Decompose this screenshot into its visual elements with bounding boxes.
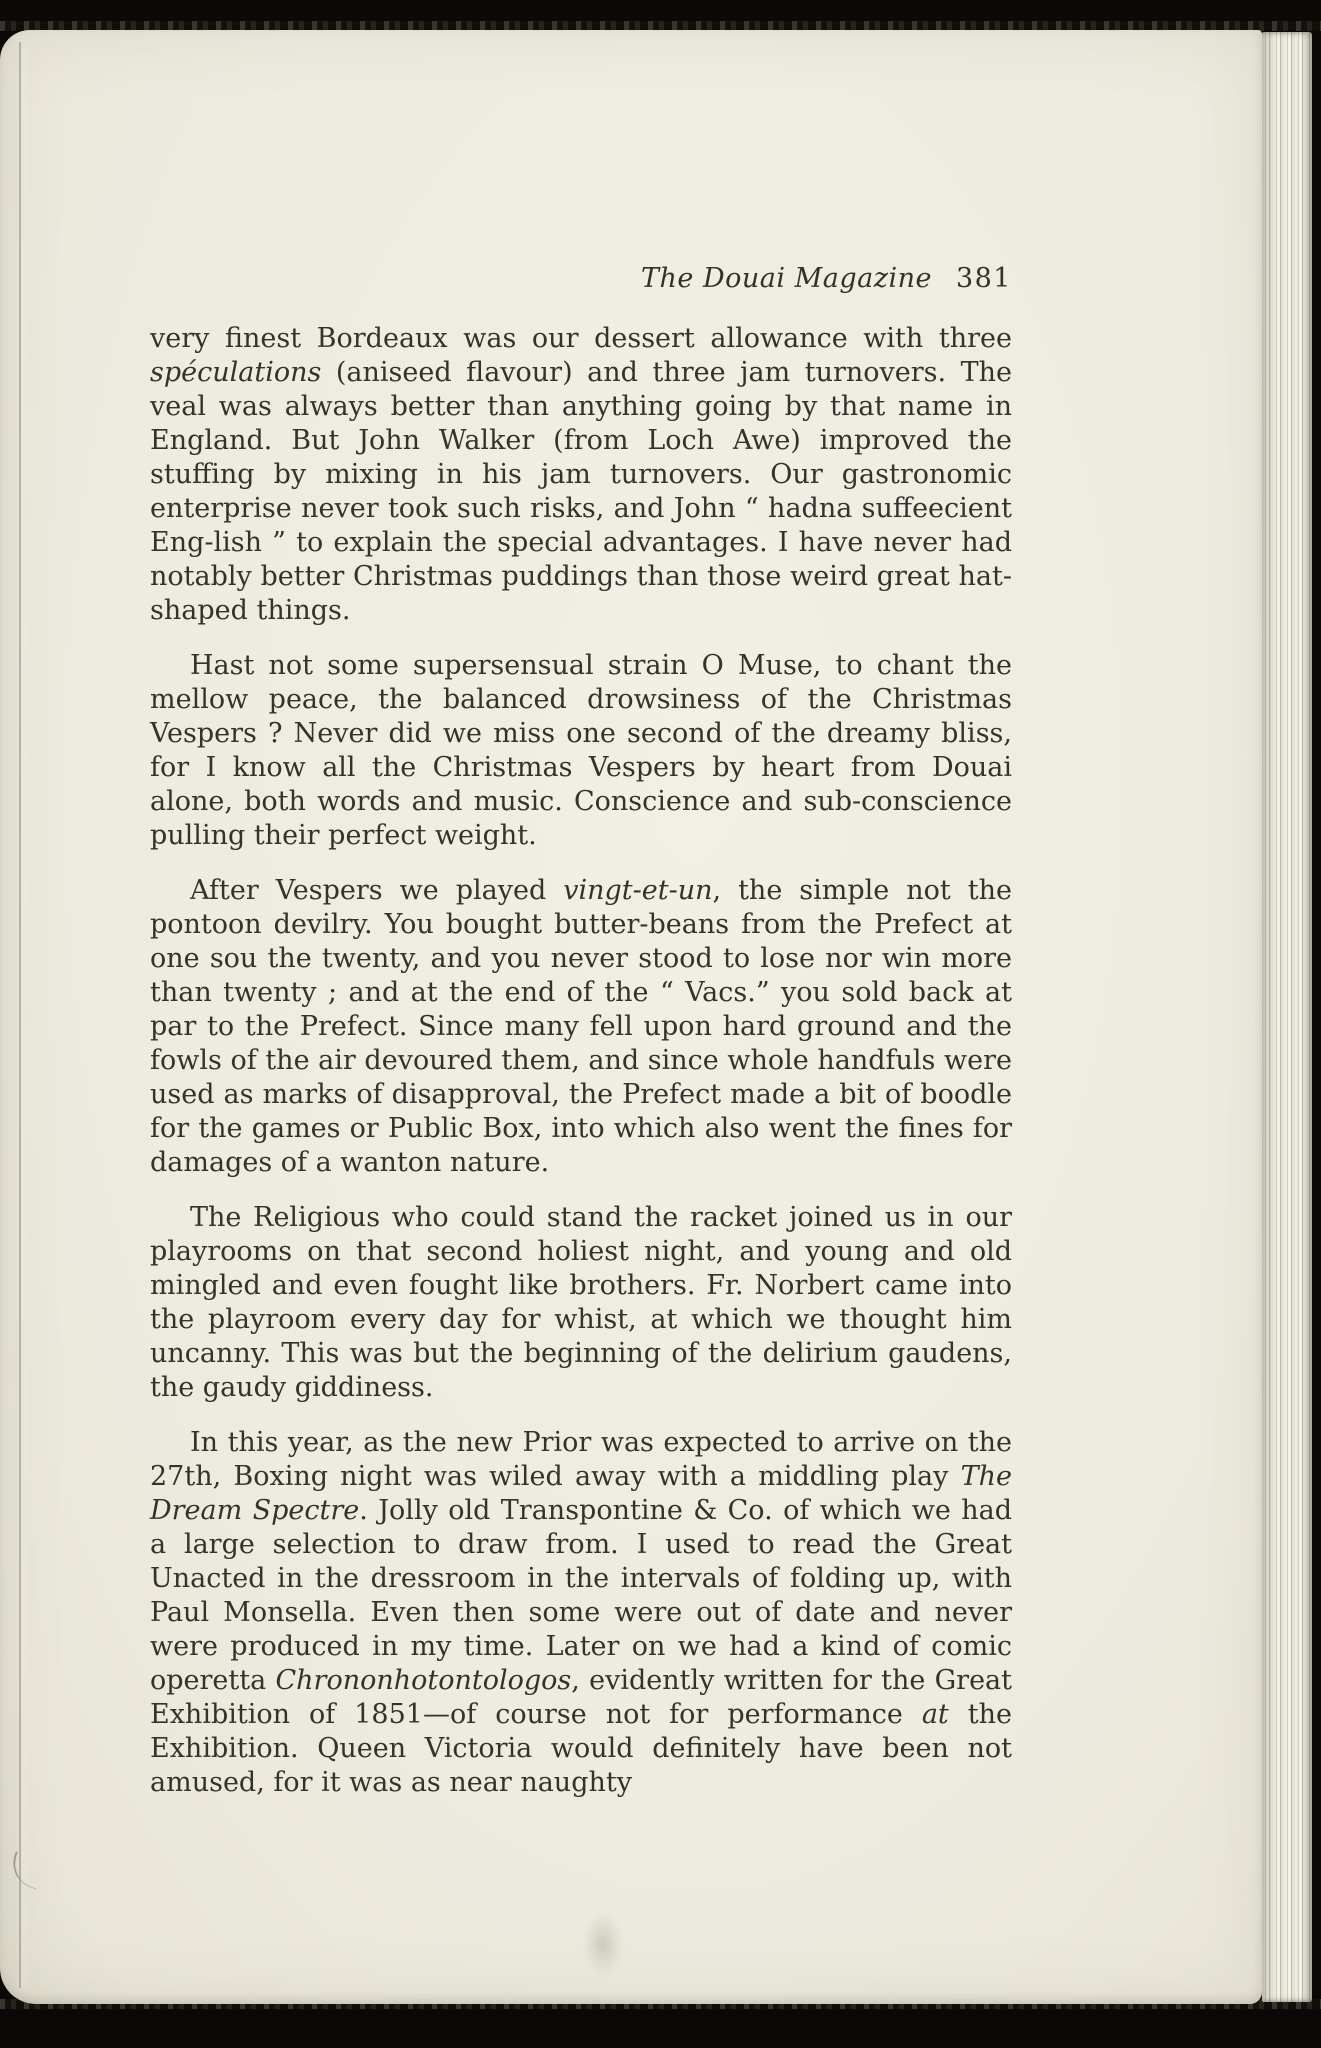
- text-run: In this year, as the new Prior was expected to arrive on the 27th, Boxing night was wiled away with a middling play: [150, 1427, 1012, 1492]
- paragraph: [150, 874, 1012, 1180]
- text-run: . Jolly old Transpontine & Co. of which we had a large selection to draw from. I used to read the Great Unacted in the dressroom in the intervals of folding up, with Paul Monsella. Even then some were out of date and never were produced in my time. Later on we had a kind of comic operetta: [150, 1495, 1012, 1696]
- paragraph: [150, 1426, 1012, 1800]
- running-header: [150, 263, 1012, 294]
- paragraph: [150, 649, 1012, 853]
- text-run: very finest Bordeaux was our dessert allowance with three: [150, 323, 1012, 354]
- text-run: After Vespers we played: [190, 875, 564, 906]
- magazine-title: The Douai Magazine: [641, 263, 932, 294]
- fore-edge-page-stack: [1262, 32, 1312, 2002]
- text-run: The Religious who could stand the racket joined us in our playrooms on that second holiest night, and young and old mingled and even fought like brothers. Fr. Norbert came into the playroom every day for whist, at which we thought him uncanny. This was but the beginning of the delirium gaudens, the gaudy giddiness.: [150, 1202, 1012, 1403]
- paragraph: [150, 1201, 1012, 1405]
- text-run: the Exhibition. Queen Victoria would definitely have been not amused, for it was as near naughty: [150, 1699, 1012, 1798]
- italic-text: at: [921, 1699, 949, 1730]
- page-number: 381: [955, 263, 1012, 294]
- italic-text: spéculations: [150, 357, 322, 388]
- italic-text: Chrononhotontologos: [275, 1665, 572, 1696]
- text-run: Hast not some supersensual strain O Muse, to chant the mellow peace, the balanced drowsiness of the Christmas Vespers ? Never did we miss one second of the dreamy bliss, for I know all the Christmas Vespers by heart from Douai alone, both words and music. Conscience and sub-conscience pulling their perfect weight.: [150, 650, 1012, 851]
- page-body: [150, 322, 1012, 1821]
- italic-text: The Dream Spectre: [150, 1461, 1012, 1526]
- text-run: , evidently written for the Great Exhibition of 1851—of course not for performance: [150, 1665, 1012, 1730]
- text-run: , the simple not the pontoon devilry. You bought butter-beans from the Prefect at one sou the twenty, and you never stood to lose nor win more than twenty ; and at the end of the “ Vacs.” you sold back at par to the Prefect. Since many fell upon hard ground and the fowls of the air devoured them, and since whole handfuls were used as marks of disapproval, the Prefect made a bit of boodle for the games or Public Box, into which also went the fines for damages of a wanton nature.: [150, 875, 1012, 1178]
- text-run: (aniseed flavour) and three jam turnovers. The veal was always better than anything going by that name in England. But John Walker (from Loch Awe) improved the stuffing by mixing in his jam turnovers. Our gastronomic enterprise never took such risks, and John “ hadna suffeecient Eng-lish ” to explain the special advantages. I have never had notably better Christmas puddings than those weird great hat-shaped things.: [150, 357, 1012, 626]
- italic-text: vingt-et-un: [563, 875, 713, 906]
- scan-smudge-artifact: [583, 1912, 623, 1976]
- page-gutter-crease: [19, 42, 21, 1988]
- paragraph: [150, 322, 1012, 628]
